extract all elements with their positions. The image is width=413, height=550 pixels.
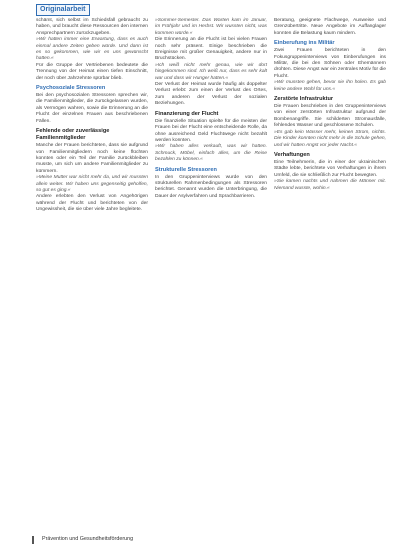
section-heading: Psychosoziale Stressoren — [36, 85, 106, 92]
section-heading: Einberufung ins Militär — [274, 40, 335, 47]
interview-quote: »Wir hatten immer eine Erwartung, dass es auch einmal andere Zeiten geben würde. Und dann ist es so gekommen, wie wir es uns gewünscht hatten.« — [36, 37, 148, 62]
interview-quote: »Sommer-Semester. Das Warten kam im Januar, im Frühjahr und im Herbst. Wir wussten nicht, was kommen würde.« — [155, 18, 267, 36]
journal-footer — [36, 536, 133, 543]
page-marker — [32, 536, 34, 544]
text-column-3 — [274, 18, 386, 192]
journal-name: Prävention und Gesundheitsförderung — [42, 536, 134, 542]
interview-quote: »Meine Mutter war nicht mehr da, und wir mussten allein weiter. Wir haben uns gegenseitig geholfen, so gut es ging.« — [36, 175, 148, 193]
interview-quote: »Wir haben alles verkauft, was wir hatten. Schmuck, Möbel, einfach alles, um die Reise bezahlen zu können.« — [155, 144, 267, 163]
article-type-badge: Originalarbeit — [36, 4, 90, 16]
body-paragraph: Der Verlust der Heimat wurde häufig als doppelter Verlust erlebt: zum einen der Verlust des Ortes, zum anderen der Verlust der sozialen Beziehungen. — [155, 82, 267, 107]
interview-quote: »Sie kamen nachts und nahmen die Männer mit. Niemand wusste, wohin.« — [274, 179, 386, 191]
section-heading: Fehlende oder zuverlässige Familienmitglieder — [36, 128, 110, 142]
body-paragraph: Die Erinnerung an die Flucht ist bei vielen Frauen noch sehr präsent. Einige beschrieben die Ereignisse mit großer Genauigkeit, andere nur in Bruchstücken. — [155, 37, 267, 62]
body-paragraph: Manche der Frauen berichteten, dass sie aufgrund von Familienmitgliedern noch keine flüchten konnten oder ein Teil der Familie zurückbleiben musste, um sich um andere Familienmitglieder zu kümmern. — [36, 143, 148, 174]
body-paragraph: Beratung, geeignete Flachwege, Ausweise und Grenzübertritte. Neue Angebote im Auffanglager konnten die Belastung kaum mindern. — [274, 18, 386, 36]
interview-quote: »Ich weiß nicht mehr genau, wie wir dort hingekommen sind. Ich weiß nur, dass es sehr kalt war und dass wir Hunger hatten.« — [155, 62, 267, 81]
body-paragraph: schämt, sich selbst im Schiedsfall gebraucht zu haben, und braucht diese Ressourcen den internen Ansprechpartnern zurückzugeben. — [36, 18, 148, 36]
interview-quote: »Wir mussten gehen, bevor sie ihn holen. Es gab keine andere Wahl für uns.« — [274, 80, 386, 92]
section-heading: Strukturelle Stressoren — [155, 166, 217, 173]
body-paragraph: Bei den psychosozialen Stressoren sprechen wir, die Familienmitglieder, die zurückgelassen wurden, als Vermögen wahren, sowie die Erinnerung an die Flucht der einzelnen Frauen aus beschriebenen Fällen. — [36, 93, 148, 124]
body-paragraph: Die Frauen beschrieben in den Gruppeninterviews von einer zerstörten Infrastruktur aufgrund der Bombenangriffe. Sie schilderten Stromausfälle, fehlendes Wasser und geschlossene Schulen. — [274, 104, 386, 129]
section-heading: Zerstörte Infrastruktur — [274, 96, 334, 103]
text-column-2 — [155, 18, 267, 200]
body-paragraph: Andere erlebten den Verlust von Angehörigen während der Flucht und berichteten von der Ungewissheit, die sie über viele Jahre begleitete. — [36, 194, 148, 213]
text-column-1 — [36, 18, 148, 214]
interview-quote: »Es gab kein Wasser mehr, keinen Strom, nichts. Die Kinder konnten nicht mehr in die Schule gehen, und wir hatten Angst vor jeder Nacht.« — [274, 129, 386, 148]
body-paragraph: Eine Teilnehmerin, die in einer der ukrainischen Städte lebte, berichtete von Verhaftungen in ihrem Umfeld, die sie schließlich zur Flucht bewegten. — [274, 159, 386, 178]
body-paragraph: In den Gruppeninterviews wurde von den strukturellen Rahmenbedingungen als Stressoren berichtet. Genannt wurden die Unterbringung, die Dauer der Asylverfahren und Sprachbarrieren. — [155, 174, 267, 199]
body-paragraph: Die finanzielle Situation spielte für die meisten der Frauen bei der Flucht eine entscheidende Rolle, da ohne ausreichend Geld Fluchtwege nicht bezahlt werden konnten. — [155, 118, 267, 143]
section-heading: Verhaftungen — [274, 151, 310, 158]
body-paragraph: Für die Gruppe der Vertriebenen bedeutete die Trennung von der Heimat einen tiefen Einschnitt, der noch über Jahrzehnte spürbar blieb. — [36, 62, 148, 81]
section-heading: Finanzierung der Flucht — [155, 110, 219, 117]
body-paragraph: Zwei Frauen berichteten in den Fokusgruppeninterviews von Einberufungen ins Militär, die bei den Söhnen oder Ehemännern drohten. Diese Angst war ein zentrales Motiv für die Flucht. — [274, 48, 386, 79]
